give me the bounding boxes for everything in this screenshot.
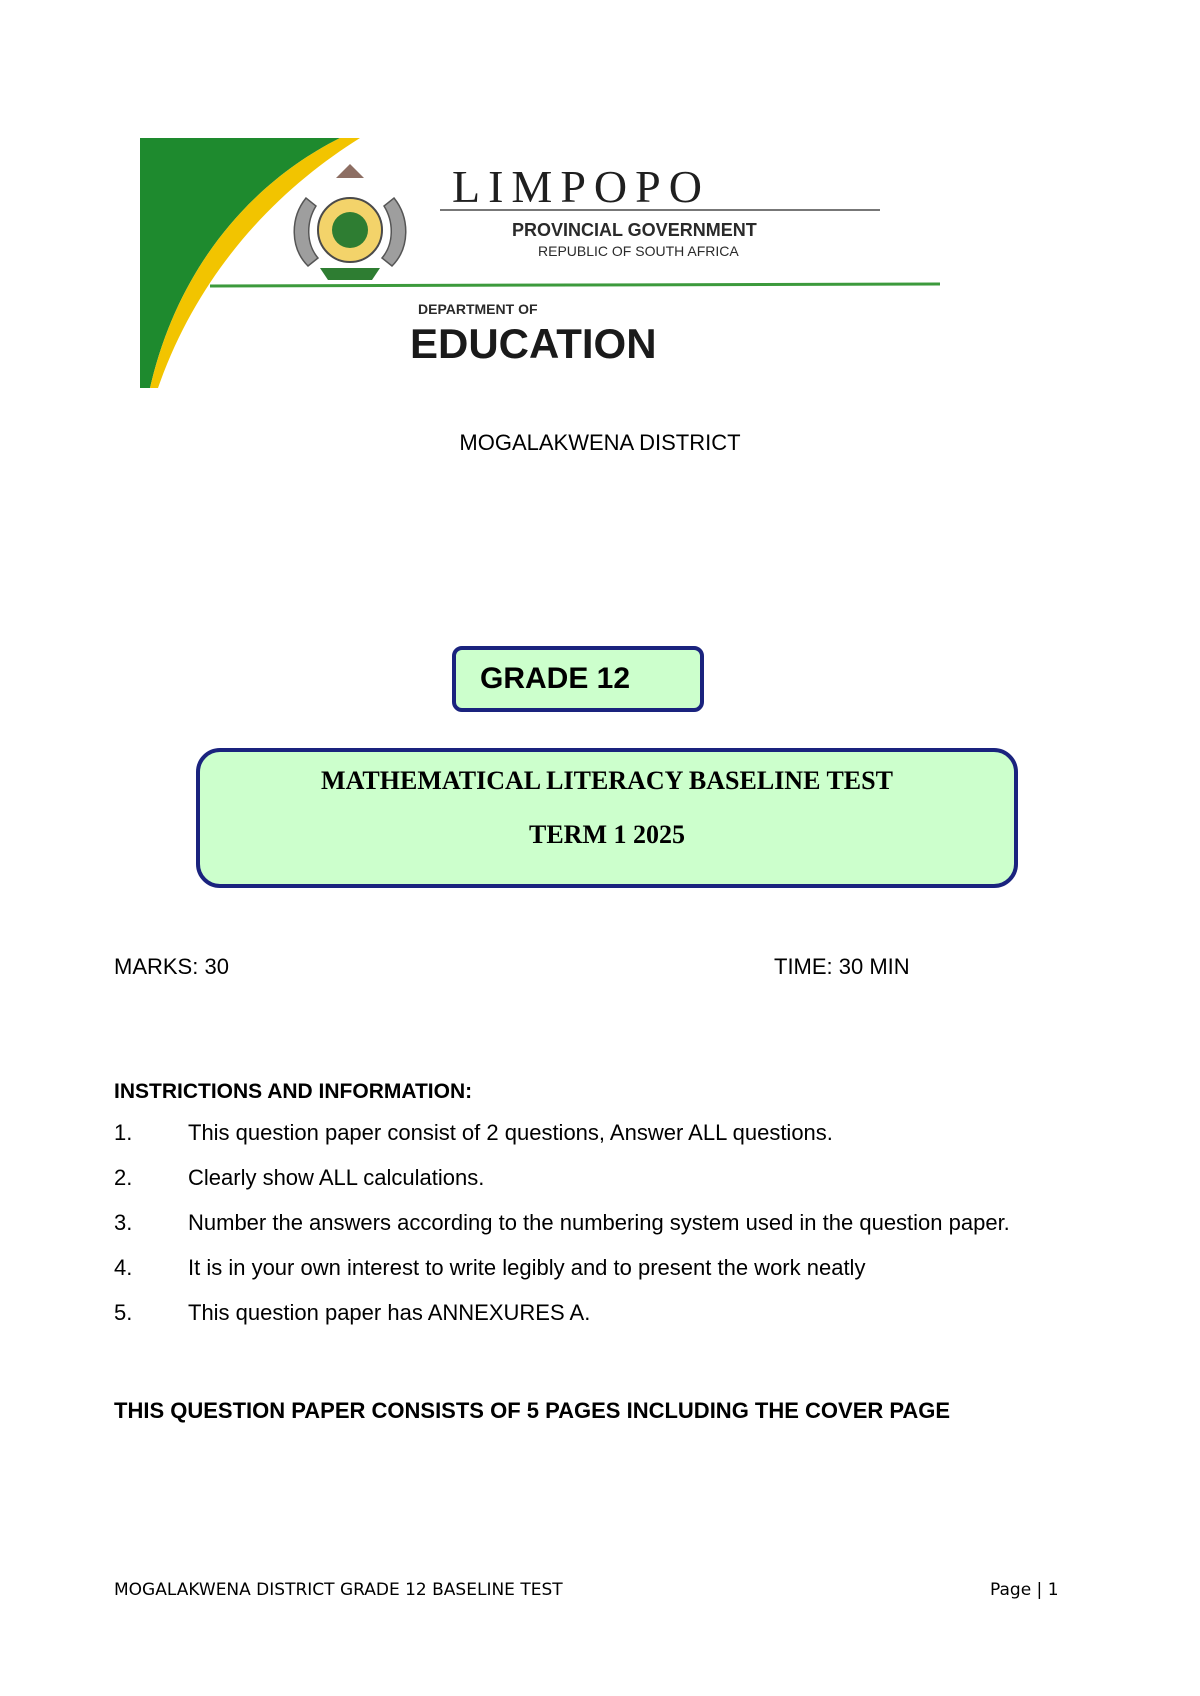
test-title-box — [196, 748, 1018, 888]
instructions-list — [114, 1118, 1054, 1343]
list-item-number: 4. — [114, 1255, 133, 1280]
page-number: Page | 1 — [990, 1580, 1059, 1600]
coat-of-arms-icon — [294, 164, 406, 280]
district-name: MOGALAKWENA DISTRICT — [459, 430, 741, 455]
logo-title: LIMPOPO — [452, 161, 710, 212]
list-item-text: It is in your own interest to write legibly and to present the work neatly — [188, 1255, 866, 1280]
instructions-heading: INSTRICTIONS AND INFORMATION: — [114, 1080, 473, 1103]
list-item — [114, 1118, 1054, 1147]
list-item-text: This question paper has ANNEXURES A. — [188, 1300, 591, 1325]
list-item — [114, 1298, 1054, 1327]
limpopo-education-logo — [140, 138, 960, 388]
logo-subtitle: PROVINCIAL GOVERNMENT — [512, 220, 757, 240]
logo-education: EDUCATION — [410, 320, 657, 367]
list-item — [114, 1208, 1054, 1237]
time-label: TIME: 30 MIN — [774, 954, 910, 979]
list-item-text: Clearly show ALL calculations. — [188, 1165, 485, 1190]
page-count-notice: THIS QUESTION PAPER CONSISTS OF 5 PAGES INCLUDING THE COVER PAGE — [114, 1398, 951, 1423]
grade-label: GRADE 12 — [480, 662, 631, 695]
logo-country: REPUBLIC OF SOUTH AFRICA — [538, 243, 739, 259]
footer-title: MOGALAKWENA DISTRICT GRADE 12 BASELINE TEST — [114, 1580, 563, 1600]
list-item-text: This question paper consist of 2 questions, Answer ALL questions. — [188, 1120, 833, 1145]
logo-department: DEPARTMENT OF — [418, 301, 538, 317]
marks-label: MARKS: 30 — [114, 954, 229, 979]
list-item-number: 3. — [114, 1210, 133, 1235]
test-title: MATHEMATICAL LITERACY BASELINE TEST — [321, 766, 893, 795]
list-item-number: 1. — [114, 1120, 133, 1145]
list-item-text: Number the answers according to the numbering system used in the question paper. — [188, 1210, 1010, 1235]
list-item-number: 5. — [114, 1300, 133, 1325]
logo-green-rule — [210, 284, 940, 286]
test-term: TERM 1 2025 — [529, 820, 685, 849]
grade-box — [452, 646, 704, 712]
list-item-number: 2. — [114, 1165, 133, 1190]
list-item — [114, 1163, 1054, 1192]
list-item — [114, 1253, 1054, 1282]
